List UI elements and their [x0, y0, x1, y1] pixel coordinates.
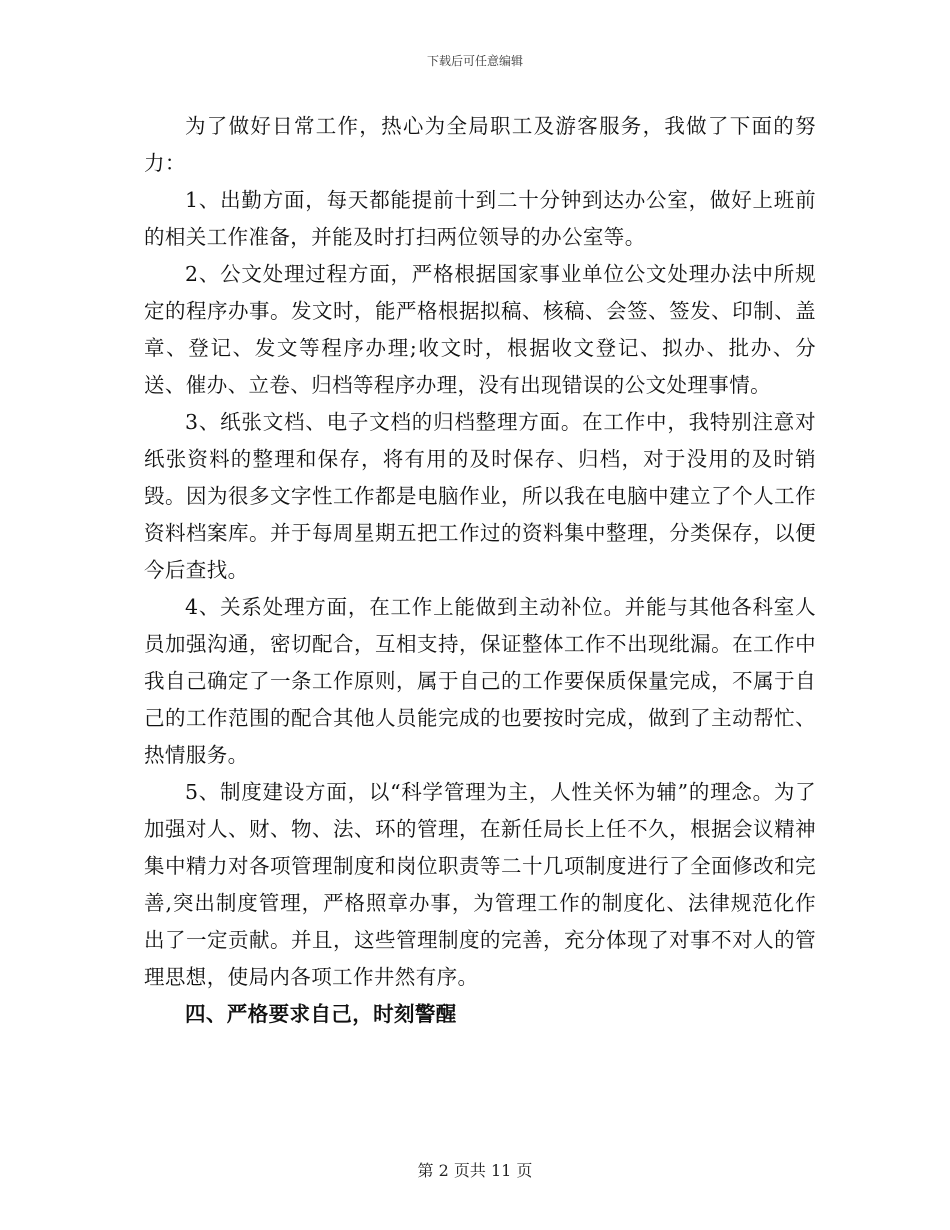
paragraph-attendance: 1、出勤方面，每天都能提前十到二十分钟到达办公室，做好上班前的相关工作准备，并能及时打扫两位领导的办公室等。: [144, 188, 816, 249]
intro-paragraph: 为了做好日常工作，热心为全局职工及游客服务，我做了下面的努力：: [144, 114, 816, 175]
page-header-note: 下载后可任意编辑: [426, 54, 523, 68]
paragraph-archiving: 3、纸张文档、电子文档的归档整理方面。在工作中，我特别注意对纸张资料的整理和保存，将有用的及时保存、归档，对于没用的及时销毁。因为很多文字性工作都是电脑作业，所以我在电脑中建立了个人工作资料档案库。并于每周星期五把工作过的资料集中整理，分类保存，以便今后查找。: [144, 410, 816, 582]
paragraph-system-building: 5、制度建设方面，以“科学管理为主，人性关怀为辅”的理念。为了加强对人、财、物、法、环的管理，在新任局长上任不久，根据会议精神集中精力对各项管理制度和岗位职责等二十几项制度进行了全面修改和完善,突出制度管理，严格照章办事，为管理工作的制度化、法律规范化作出了一定贡献。并且，这些管理制度的完善，充分体现了对事不对人的管理思想，使局内各项工作井然有序。: [144, 780, 816, 989]
page-number-footer: 第 2 页共 11 页: [417, 1161, 533, 1180]
paragraph-document-processing: 2、公文处理过程方面，严格根据国家事业单位公文处理办法中所规定的程序办事。发文时，能严格根据拟稿、核稿、会签、签发、印制、盖章、登记、发文等程序办理;收文时，根据收文登记、拟办、批办、分送、催办、立卷、归档等程序办理，没有出现错误的公文处理事情。: [144, 262, 816, 397]
paragraph-relationships: 4、关系处理方面，在工作上能做到主动补位。并能与其他各科室人员加强沟通，密切配合，互相支持，保证整体工作不出现纰漏。在工作中我自己确定了一条工作原则，属于自己的工作要保质保量完成，不属于自己的工作范围的配合其他人员能完成的也要按时完成，做到了主动帮忙、热情服务。: [144, 595, 816, 767]
section-heading: 四、严格要求自己，时刻警醒: [185, 1002, 457, 1026]
document-body: [144, 108, 816, 1033]
